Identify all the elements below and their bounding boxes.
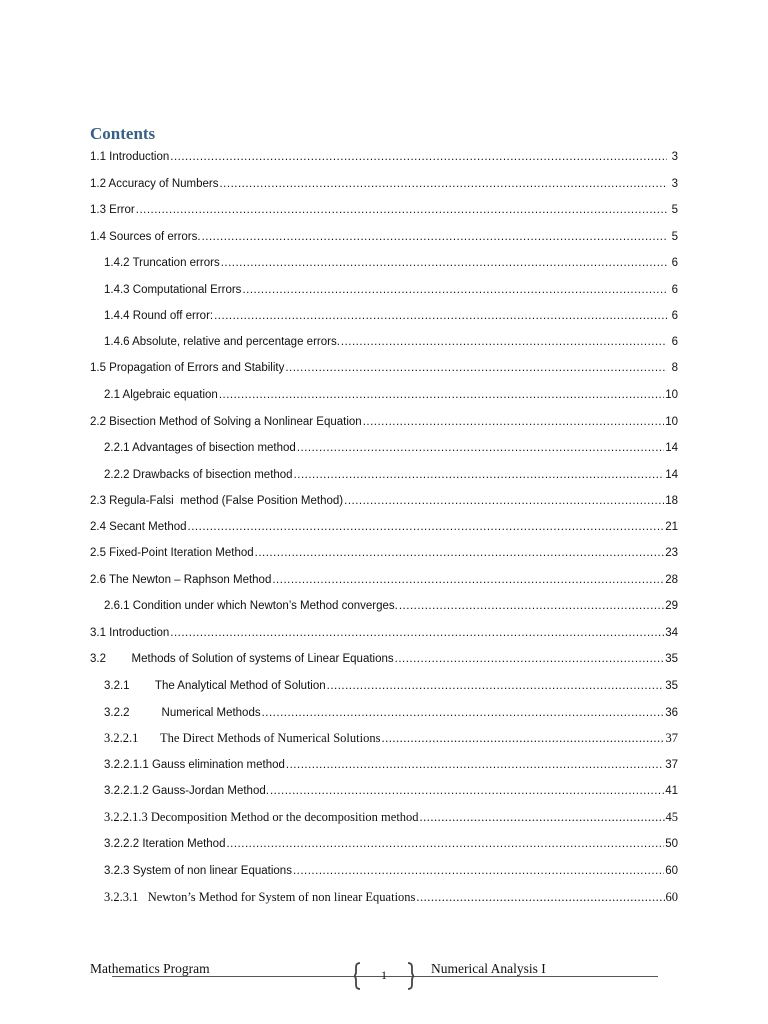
toc-page-number: 37: [665, 759, 678, 771]
toc-page-number: 60: [665, 890, 678, 904]
dot-leader: [341, 335, 667, 349]
dot-leader: [219, 388, 664, 402]
dot-leader: [344, 494, 664, 508]
toc-entry[interactable]: [90, 361, 678, 375]
dot-leader: [270, 784, 664, 798]
toc-title: 2.6 The Newton – Raphson Method: [90, 574, 272, 586]
dot-leader: [188, 520, 665, 534]
footer-program: Mathematics Program: [90, 961, 210, 976]
toc-entry[interactable]: [104, 784, 678, 798]
toc-page-number: 29: [665, 600, 678, 612]
toc-page-number: 18: [665, 495, 678, 507]
toc-entry[interactable]: [104, 890, 678, 904]
dot-leader: [136, 203, 667, 217]
toc-page-number: 50: [665, 838, 678, 850]
toc-entry[interactable]: [90, 652, 678, 666]
toc-title: 3.2.2.1.2 Gauss-Jordan Method.: [104, 785, 269, 797]
toc-page-number: 3: [671, 178, 678, 190]
toc-page-number: 60: [665, 865, 678, 877]
dot-leader: [226, 837, 664, 851]
page-number-badge: [354, 962, 414, 990]
dot-leader: [399, 599, 664, 613]
toc-page-number: 10: [665, 416, 678, 428]
toc-entry[interactable]: [90, 203, 678, 217]
toc-entry[interactable]: [104, 810, 678, 824]
toc-title: 3.1 Introduction: [90, 627, 170, 639]
dot-leader: [170, 150, 667, 164]
toc-page-number: 6: [671, 336, 678, 348]
dot-leader: [202, 230, 667, 244]
toc-entry[interactable]: [104, 283, 678, 297]
toc-entry[interactable]: [104, 441, 678, 455]
dot-leader: [293, 864, 664, 878]
toc-title: 1.4.3 Computational Errors: [104, 284, 242, 296]
toc-title: 3.2.2 Numerical Methods: [104, 707, 261, 719]
toc-entry[interactable]: [90, 150, 678, 164]
toc-title: 3.2.3.1 Newton’s Method for System of non linear Equations: [104, 890, 416, 904]
dot-leader: [262, 706, 665, 720]
toc-page-number: 34: [665, 627, 678, 639]
toc-title: 1.4.4 Round off error:: [104, 310, 214, 322]
toc-title: 1.4 Sources of errors.: [90, 231, 201, 243]
contents-heading: Contents: [90, 124, 156, 143]
toc-title: 3.2.2.1 The Direct Methods of Numerical Solutions: [104, 731, 381, 745]
toc-entry[interactable]: [104, 309, 678, 323]
dot-leader: [395, 652, 665, 666]
toc-entry[interactable]: [90, 626, 678, 640]
toc-title: 3.2.1 The Analytical Method of Solution: [104, 680, 326, 692]
toc-title: 3.2.3 System of non linear Equations: [104, 865, 292, 877]
toc-page-number: 28: [665, 574, 678, 586]
toc-entry[interactable]: [90, 415, 678, 429]
dot-leader: [363, 415, 665, 429]
toc-entry[interactable]: [104, 837, 678, 851]
dot-leader: [255, 546, 665, 560]
toc-title: 2.2.1 Advantages of bisection method: [104, 442, 296, 454]
toc-page-number: 14: [665, 469, 678, 481]
toc-title: 1.2 Accuracy of Numbers: [90, 178, 219, 190]
toc-page-number: 6: [671, 257, 678, 269]
dot-leader: [420, 810, 665, 824]
toc-entry[interactable]: [104, 468, 678, 482]
toc-page-number: 8: [671, 362, 678, 374]
toc-title: 1.1 Introduction: [90, 151, 170, 163]
toc-entry[interactable]: [104, 599, 678, 613]
dot-leader: [221, 256, 667, 270]
toc-page-number: 6: [671, 310, 678, 322]
toc-title: 3.2 Methods of Solution of systems of Linear Equations: [90, 653, 394, 665]
dot-leader: [214, 309, 667, 323]
toc-page-number: 14: [665, 442, 678, 454]
toc-title: 2.2.2 Drawbacks of bisection method: [104, 469, 293, 481]
toc-entry[interactable]: [90, 546, 678, 560]
toc-title: 3.2.2.1.1 Gauss elimination method: [104, 759, 285, 771]
toc-page-number: 5: [671, 204, 678, 216]
toc-entry[interactable]: [90, 494, 678, 508]
toc-entry[interactable]: [104, 388, 678, 402]
toc-page-number: 41: [665, 785, 678, 797]
toc-title: 2.1 Algebraic equation: [104, 389, 218, 401]
toc-page-number: 45: [665, 810, 678, 824]
footer-course: Numerical Analysis I: [431, 961, 546, 976]
toc-title: 1.4.2 Truncation errors: [104, 257, 220, 269]
dot-leader: [381, 731, 664, 745]
toc-entry[interactable]: [104, 256, 678, 270]
toc-entry[interactable]: [104, 731, 678, 745]
toc-title: 2.5 Fixed-Point Iteration Method: [90, 547, 254, 559]
toc-page-number: 3: [671, 151, 678, 163]
toc-page-number: 10: [665, 389, 678, 401]
page-number: 1: [381, 968, 387, 982]
dot-leader: [242, 283, 667, 297]
dot-leader: [416, 890, 664, 904]
toc-title: 2.4 Secant Method: [90, 521, 187, 533]
toc-page-number: 35: [665, 653, 678, 665]
dot-leader: [286, 758, 664, 772]
toc-page-number: 37: [665, 731, 678, 745]
toc-title: 1.5 Propagation of Errors and Stability: [90, 362, 285, 374]
toc-entry[interactable]: [104, 335, 678, 349]
toc-title: 2.2 Bisection Method of Solving a Nonlinear Equation: [90, 416, 362, 428]
toc-entry[interactable]: [90, 177, 678, 191]
dot-leader: [272, 573, 664, 587]
dot-leader: [285, 361, 667, 375]
toc-page-number: 21: [665, 521, 678, 533]
toc-entry[interactable]: [90, 573, 678, 587]
toc-entry[interactable]: [104, 706, 678, 720]
toc-page-number: 23: [665, 547, 678, 559]
toc-title: 3.2.2.1.3 Decomposition Method or the decomposition method: [104, 810, 419, 824]
toc-page-number: 35: [665, 680, 678, 692]
toc-entry[interactable]: [104, 864, 678, 878]
toc-title: 3.2.2.2 Iteration Method: [104, 838, 226, 850]
toc-entry[interactable]: [90, 230, 678, 244]
dot-leader: [297, 441, 664, 455]
toc-page-number: 36: [665, 707, 678, 719]
dot-leader: [327, 679, 665, 693]
toc-page-number: 6: [671, 284, 678, 296]
toc-page-number: 5: [671, 231, 678, 243]
toc-entry[interactable]: [90, 520, 678, 534]
toc-title: 1.3 Error: [90, 204, 135, 216]
toc-entry[interactable]: [104, 758, 678, 772]
toc-title: 2.6.1 Condition under which Newton’s Method converges.: [104, 600, 398, 612]
toc-title: 1.4.6 Absolute, relative and percentage errors.: [104, 336, 340, 348]
dot-leader: [219, 177, 667, 191]
dot-leader: [294, 468, 665, 482]
dot-leader: [170, 626, 664, 640]
toc-title: 2.3 Regula-Falsi method (False Position Method): [90, 495, 344, 507]
toc-entry[interactable]: [104, 679, 678, 693]
